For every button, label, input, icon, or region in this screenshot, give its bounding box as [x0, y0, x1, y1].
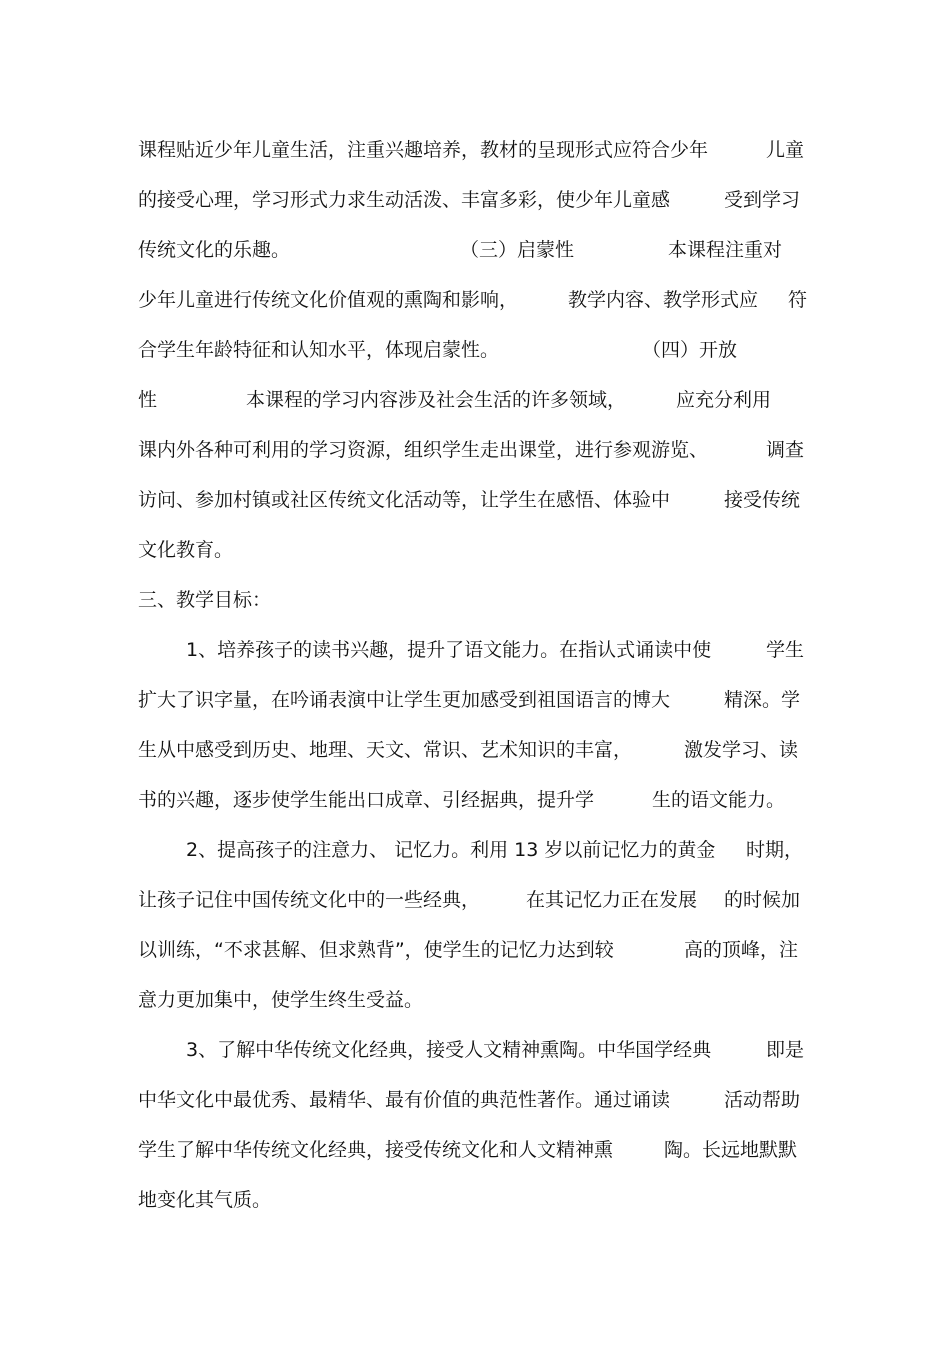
text-segment: 学生了解中华传统文化经典，接受传统文化和人文精神熏: [138, 1139, 614, 1161]
text-segment: 学生: [766, 639, 805, 661]
text-segment: 即是: [766, 1039, 805, 1061]
text-segment: 扩大了识字量，在吟诵表演中让学生更加感受到祖国语言的博大: [138, 689, 671, 711]
text-segment: 以训练，“不求甚解、但求熟背”，使学生的记忆力达到较: [138, 939, 614, 961]
text-segment: 让孩子记住中国传统文化中的一些经典，: [138, 889, 481, 911]
text-segment: 的时候加: [724, 889, 801, 911]
text-segment: 接受传统: [724, 489, 801, 511]
text-segment: 文化教育。: [138, 539, 234, 561]
text-segment: 激发学习、读: [684, 739, 799, 761]
text-segment: 调查: [766, 439, 805, 461]
text-segment: 少年儿童进行传统文化价值观的熏陶和影响，: [138, 289, 519, 311]
text-segment: 合学生年龄特征和认知水平，体现启蒙性。: [138, 339, 500, 361]
text-segment: 性: [138, 389, 158, 411]
text-segment: 三、教学目标：: [138, 589, 272, 611]
text-segment: 传统文化的乐趣。: [138, 239, 291, 261]
text-segment: 地变化其气质。: [138, 1189, 272, 1211]
text-segment: 高的顶峰，注: [684, 939, 799, 961]
text-segment: 意力更加集中，使学生终生受益。: [138, 989, 424, 1011]
text-segment: 的接受心理，学习形式力求生动活泼、丰富多彩，使少年儿童感: [138, 189, 671, 211]
text-segment: 生从中感受到历史、地理、天文、常识、艺术知识的丰富，: [138, 739, 633, 761]
text-segment: 符: [788, 289, 808, 311]
text-segment: 访问、参加村镇或社区传统文化活动等，让学生在感悟、体验中: [138, 489, 671, 511]
text-segment: 活动帮助: [724, 1089, 801, 1111]
text-segment: （四）开放: [642, 339, 738, 361]
text-segment: 儿童: [766, 139, 805, 161]
text-segment: 受到学习: [724, 189, 801, 211]
text-segment: 陶。长远地默默: [664, 1139, 798, 1161]
text-segment: 本课程的学习内容涉及社会生活的许多领域，: [246, 389, 627, 411]
text-segment: 在其记忆力正在发展: [526, 889, 698, 911]
text-segment: 应充分利用: [676, 389, 772, 411]
text-segment: 课内外各种可利用的学习资源，组织学生走出课堂，进行参观游览、: [138, 439, 709, 461]
text-segment: 教学内容、教学形式应: [568, 289, 759, 311]
text-segment: 中华文化中最优秀、最精华、最有价值的典范性著作。通过诵读: [138, 1089, 671, 1111]
text-segment: 2、提高孩子的注意力、 记忆力。利用 13 岁以前记忆力的黄金: [186, 839, 716, 861]
text-segment: 生的语文能力。: [652, 789, 786, 811]
text-segment: 时期，: [746, 839, 804, 861]
text-segment: 3、了解中华传统文化经典，接受人文精神熏陶。中华国学经典: [186, 1039, 712, 1061]
text-segment: 书的兴趣，逐步使学生能出口成章、引经据典，提升学: [138, 789, 595, 811]
text-segment: （三）启蒙性: [460, 239, 575, 261]
text-segment: 精深。学: [724, 689, 801, 711]
text-segment: 本课程注重对: [668, 239, 783, 261]
text-segment: 课程贴近少年儿童生活，注重兴趣培养，教材的呈现形式应符合少年: [138, 139, 709, 161]
text-segment: 1、培养孩子的读书兴趣，提升了语文能力。在指认式诵读中使: [186, 639, 712, 661]
